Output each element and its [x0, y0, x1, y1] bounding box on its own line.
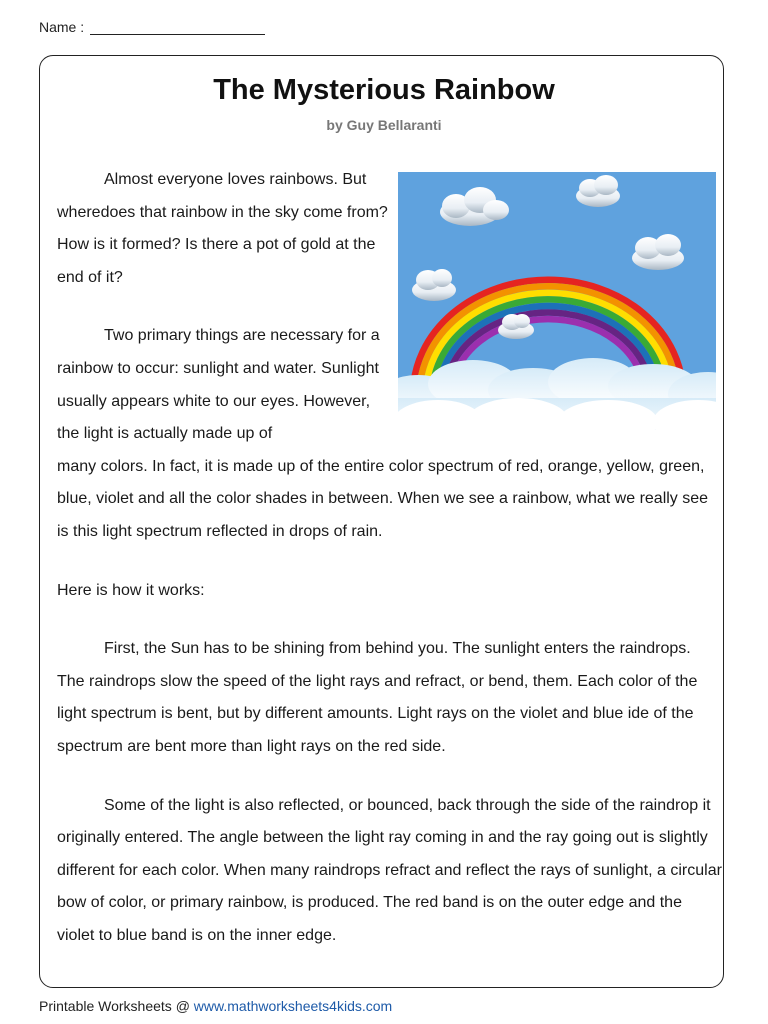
paragraph-2-continued: many colors. In fact, it is made up of the entire color spectrum of red, orange, yellow, green, blue, violet and all the color shades in between. When we see a rainbow, what we really see is this light spectrum reflected in drops of rain. [57, 457, 709, 540]
footer [39, 998, 392, 1014]
name-label: Name : [39, 19, 85, 35]
name-blank-line[interactable] [90, 18, 265, 35]
paragraph-1: Almost everyone loves rainbows. But wheredoes that rainbow in the sky come from? How is it formed? Is there a pot of gold at the end of it? [57, 171, 388, 286]
paragraph-3: Here is how it works: [57, 581, 205, 599]
footer-label: Printable Worksheets @ [39, 998, 190, 1014]
paragraph-4: First, the Sun has to be shining from behind you. The sunlight enters the raindrops. The raindrops slow the speed of the light rays and refract, or bend, them. Each color of the light spectrum is bent, but by different amounts. Light rays on the violet and blue ide of the spectrum are bent more than light rays on the red side. [57, 640, 698, 755]
worksheet-title: The Mysterious Rainbow [213, 74, 555, 106]
author-byline: by Guy Bellaranti [326, 117, 442, 133]
footer-link[interactable]: www.mathworksheets4kids.com [193, 998, 393, 1014]
paragraph-2-wrapped: Two primary things are necessary for a rainbow to occur: sunlight and water. Sunlight usually appears white to our eyes. However, the light is actually made up of [57, 327, 380, 443]
passage [57, 164, 722, 952]
name-field [39, 18, 265, 35]
paragraph-5: Some of the light is also reflected, or bounced, back through the side of the raindrop it originally entered. The angle between the light ray coming in and the ray going out is slightly different for each color. When many raindrops refract and reflect the rays of sunlight, a circular bow of color, or primary rainbow, is produced. The red band is on the outer edge and the violet to blue band is on the inner edge. [57, 796, 722, 944]
